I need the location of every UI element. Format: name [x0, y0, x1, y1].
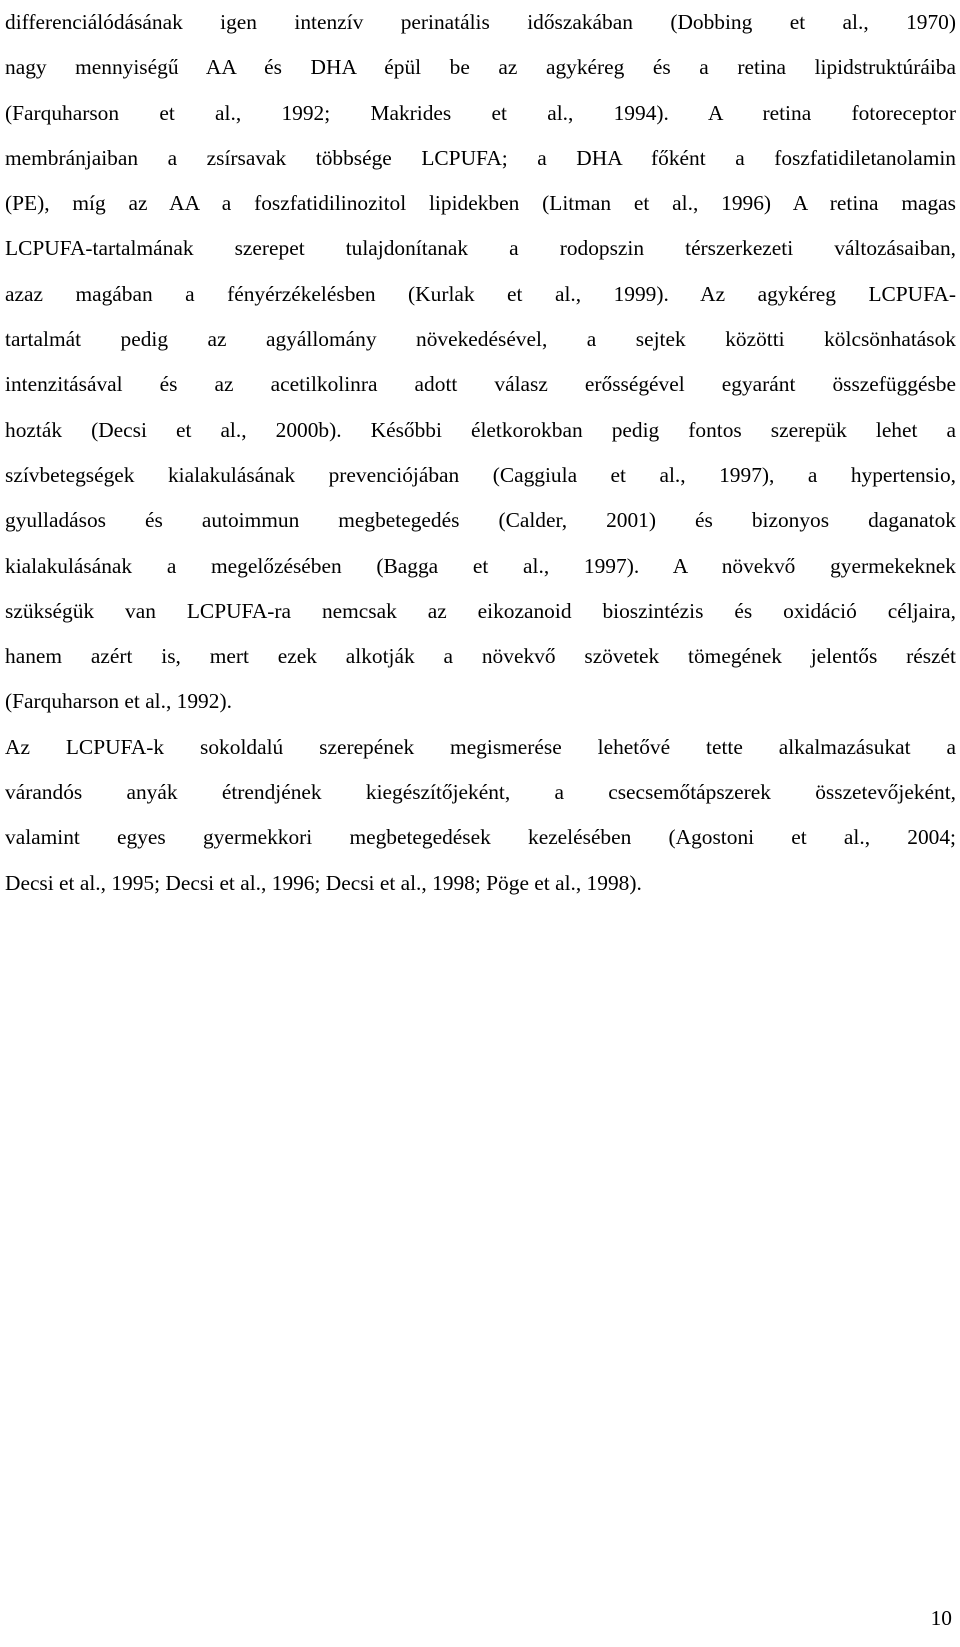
document-page	[5, 0, 956, 906]
text-line: várandós anyák étrendjének kiegészítőjeként, a csecsemőtápszerek összetevőjeként,	[5, 780, 956, 805]
text-line: szívbetegségek kialakulásának prevenciójában (Caggiula et al., 1997), a hypertensio,	[5, 462, 956, 487]
text-line: (Farquharson et al., 1992).	[5, 689, 232, 714]
text-line: valamint egyes gyermekkori megbetegedések kezelésében (Agostoni et al., 2004;	[5, 825, 956, 850]
text-line: LCPUFA-tartalmának szerepet tulajdonítanak a rodopszin térszerkezeti változásaiban,	[5, 236, 956, 261]
text-line: intenzitásával és az acetilkolinra adott válasz erősségével egyaránt összefüggésbe	[5, 372, 956, 397]
paragraph-1	[5, 0, 956, 725]
text-line: hozták (Decsi et al., 2000b). Későbbi életkorokban pedig fontos szerepük lehet a	[5, 417, 956, 442]
page-number: 10	[930, 1606, 952, 1630]
text-line: differenciálódásának igen intenzív perinatális időszakában (Dobbing et al., 1970)	[5, 10, 956, 34]
text-line: nagy mennyiségű AA és DHA épül be az agykéreg és a retina lipidstruktúráiba	[5, 55, 956, 80]
text-line: kialakulásának a megelőzésében (Bagga et al., 1997). A növekvő gyermekeknek	[5, 553, 956, 578]
text-line: hanem azért is, mert ezek alkotják a növekvő szövetek tömegének jelentős részét	[5, 644, 956, 669]
text-line: szükségük van LCPUFA-ra nemcsak az eikozanoid bioszintézis és oxidáció céljaira,	[5, 598, 956, 623]
text-line: (PE), míg az AA a foszfatidilinozitol lipidekben (Litman et al., 1996) A retina magas	[5, 191, 956, 216]
text-line: gyulladásos és autoimmun megbetegedés (Calder, 2001) és bizonyos daganatok	[5, 508, 956, 533]
text-line: Decsi et al., 1995; Decsi et al., 1996; Decsi et al., 1998; Pöge et al., 1998).	[5, 870, 642, 895]
text-line: tartalmát pedig az agyállomány növekedésével, a sejtek közötti kölcsönhatások	[5, 327, 956, 352]
text-line: (Farquharson et al., 1992; Makrides et al., 1994). A retina fotoreceptor	[5, 100, 956, 125]
text-line: membránjaiban a zsírsavak többsége LCPUFA; a DHA főként a foszfatidiletanolamin	[5, 145, 956, 170]
text-line: azaz magában a fényérzékelésben (Kurlak et al., 1999). Az agykéreg LCPUFA-	[5, 281, 956, 306]
text-line: Az LCPUFA-k sokoldalú szerepének megismerése lehetővé tette alkalmazásukat a	[5, 734, 956, 759]
paragraph-2	[5, 725, 956, 906]
